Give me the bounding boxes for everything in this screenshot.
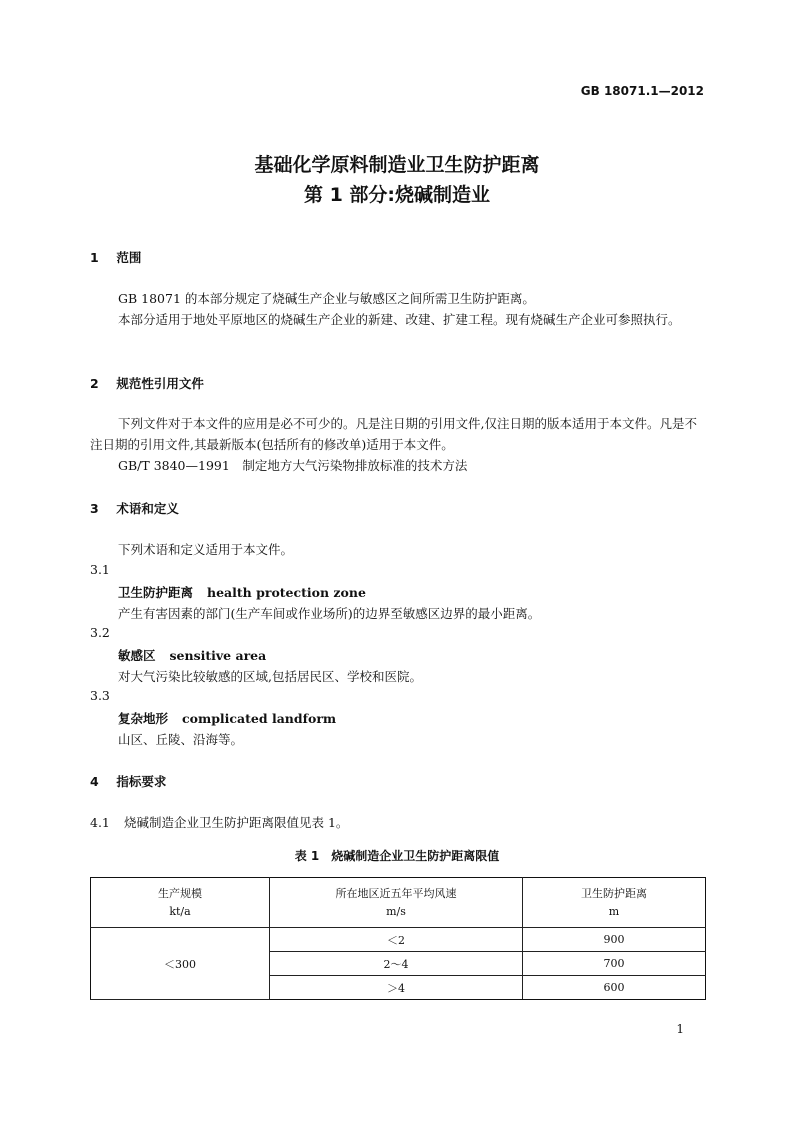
clause-4-1 (90, 813, 348, 831)
section-3-heading (90, 499, 179, 517)
term-definition: 产生有害因素的部门(生产车间或作业场所)的边界至敏感区边界的最小距离。 (118, 606, 541, 621)
table-row (91, 928, 706, 952)
distance-cell: 700 (523, 952, 706, 976)
header-label: 卫生防护距离 (581, 886, 647, 900)
header-protection-distance (523, 878, 706, 928)
section-number: 4 (90, 774, 99, 789)
section-title: 规范性引用文件 (116, 376, 204, 391)
clause-number: 4.1 (90, 815, 110, 830)
term-heading (118, 709, 336, 727)
wind-speed-cell: 2～4 (270, 952, 523, 976)
header-unit: kt/a (169, 904, 191, 918)
distance-cell: 600 (523, 976, 706, 1000)
document-subtitle: 第 1 部分:烧碱制造业 (303, 184, 491, 206)
section-number: 3 (90, 501, 99, 516)
table-header-row (91, 878, 706, 928)
production-scale-cell: ＜300 (91, 928, 270, 1000)
term-number: 3.3 (90, 688, 110, 703)
term-heading (118, 583, 366, 601)
term-english: health protection zone (207, 585, 366, 600)
wind-speed-cell: ＜2 (270, 928, 523, 952)
term-english: complicated landform (182, 711, 337, 726)
section-number: 1 (90, 250, 99, 265)
section-title: 术语和定义 (116, 501, 179, 516)
wind-speed-cell: ＞4 (270, 976, 523, 1000)
term-english: sensitive area (169, 648, 267, 663)
table-caption: 表 1 烧碱制造企业卫生防护距离限值 (294, 849, 500, 863)
clause-text: 烧碱制造企业卫生防护距离限值见表 1。 (124, 815, 349, 830)
header-label: 所在地区近五年平均风速 (335, 886, 457, 900)
distance-cell: 900 (523, 928, 706, 952)
term-chinese: 复杂地形 (118, 711, 169, 726)
term-definition: 山区、丘陵、沿海等。 (118, 732, 244, 747)
distance-limit-table (90, 877, 706, 1000)
header-wind-speed (270, 878, 523, 928)
header-unit: m/s (386, 904, 406, 918)
header-label: 生产规模 (158, 886, 202, 900)
term-chinese: 敏感区 (118, 648, 156, 663)
document-title: 基础化学原料制造业卫生防护距离 (254, 154, 540, 176)
section-title: 范围 (116, 250, 142, 265)
section-4-heading (90, 772, 166, 790)
header-production-scale (91, 878, 270, 928)
section-number: 2 (90, 376, 99, 391)
section-2-paragraph-1: 下列文件对于本文件的应用是必不可少的。凡是注日期的引用文件,仅注日期的版本适用于本文件。凡是不注日期的引用文件,其最新版本(包括所有的修改单)适用于本文件。 (90, 416, 697, 452)
term-number: 3.2 (90, 625, 110, 640)
standard-code: GB 18071.1—2012 (580, 84, 704, 98)
page-number: 1 (676, 1022, 684, 1036)
section-title: 指标要求 (116, 774, 167, 789)
normative-reference: GB/T 3840—1991 制定地方大气污染物排放标准的技术方法 (118, 458, 468, 473)
header-unit: m (608, 904, 620, 918)
section-1-heading (90, 248, 141, 266)
section-1-paragraph-2: 本部分适用于地处平原地区的烧碱生产企业的新建、改建、扩建工程。现有烧碱生产企业可参照执行。 (118, 312, 681, 327)
section-2-heading (90, 374, 204, 392)
section-3-intro: 下列术语和定义适用于本文件。 (118, 542, 294, 557)
term-number: 3.1 (90, 562, 110, 577)
section-1-paragraph-1: GB 18071 的本部分规定了烧碱生产企业与敏感区之间所需卫生防护距离。 (118, 291, 535, 306)
term-chinese: 卫生防护距离 (118, 585, 194, 600)
term-heading (118, 646, 266, 664)
term-definition: 对大气污染比较敏感的区域,包括居民区、学校和医院。 (118, 669, 422, 684)
